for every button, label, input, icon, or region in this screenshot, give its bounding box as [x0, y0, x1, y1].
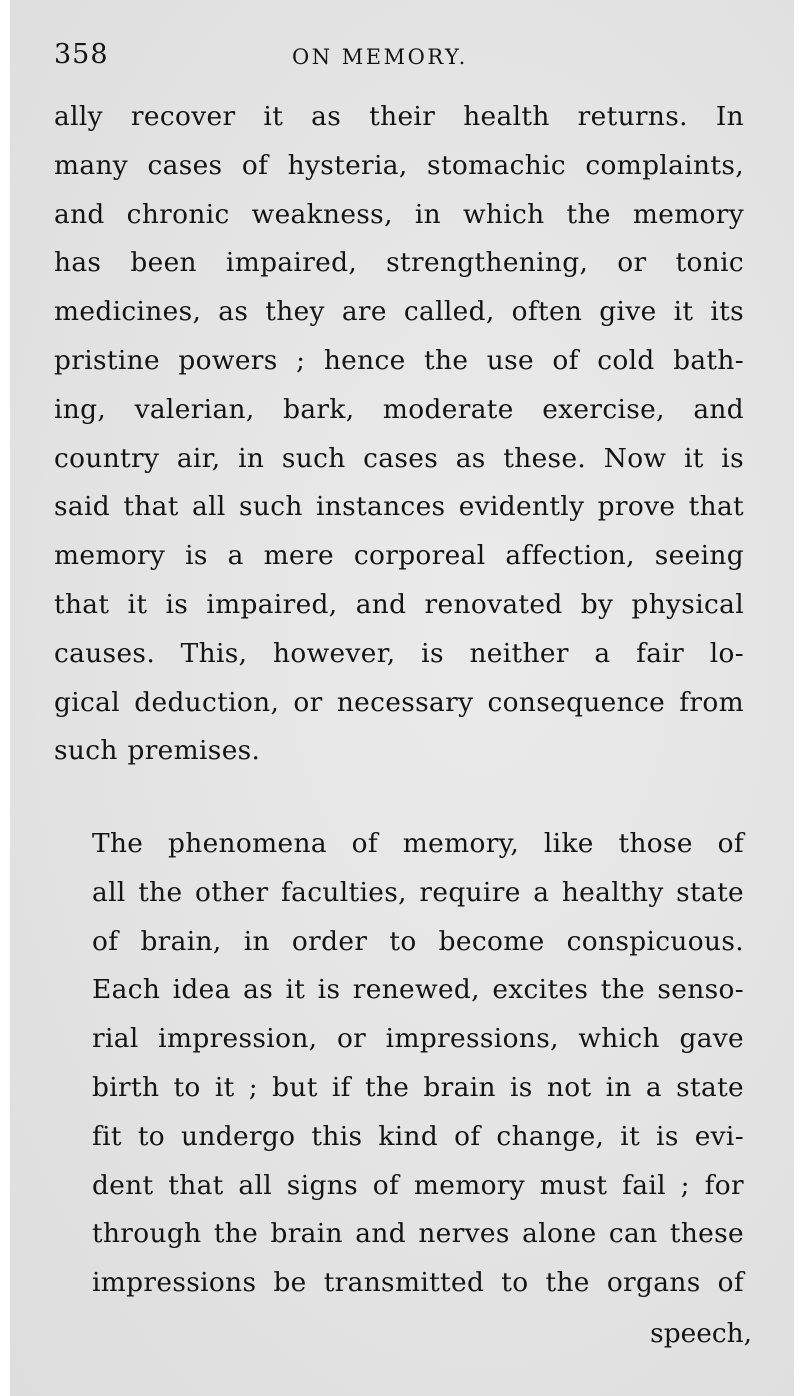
text-line: Each idea as it is renewed, excites the senso-: [92, 974, 744, 1006]
paragraph-2: [54, 820, 744, 1308]
text-line: rial impression, or impressions, which gave: [92, 1023, 744, 1055]
text-line: and chronic weakness, in which the memory: [54, 198, 744, 230]
text-line: such premises.: [54, 735, 261, 767]
running-head: ON MEMORY.: [292, 45, 468, 69]
text-line: has been impaired, strengthening, or tonic: [54, 247, 744, 279]
text-line: dent that all signs of memory must fail ; for: [92, 1169, 744, 1201]
text-line: birth to it ; but if the brain is not in a state: [92, 1071, 744, 1103]
text-line: The phenomena of memory, like those of: [92, 828, 744, 859]
text-line: through the brain and nerves alone can these: [92, 1218, 744, 1250]
text-line: that it is impaired, and renovated by physical: [54, 588, 744, 620]
paragraph-1: [54, 93, 744, 776]
text-line: memory is a mere corporeal affection, seeing: [54, 540, 744, 572]
text-line: fit to undergo this kind of change, it is evi-: [92, 1120, 744, 1152]
text-line: said that all such instances evidently prove that: [54, 491, 744, 523]
text-line: causes. This, however, is neither a fair lo-: [54, 637, 744, 669]
catchword: speech,: [650, 1318, 752, 1349]
text-line: all the other faculties, require a healthy state: [92, 876, 744, 908]
text-line: of brain, in order to become conspicuous.: [92, 925, 744, 957]
text-line: medicines, as they are called, often give it its: [54, 296, 744, 328]
text-line: many cases of hysteria, stomachic complaints,: [54, 149, 744, 181]
text-line: pristine powers ; hence the use of cold bath-: [54, 344, 744, 376]
text-line: country air, in such cases as these. Now it is: [54, 442, 744, 474]
page-number: 358: [54, 39, 109, 70]
text-line: ally recover it as their health returns. In: [54, 101, 744, 132]
text-line: ing, valerian, bark, moderate exercise, and: [54, 393, 744, 425]
text-line: impressions be transmitted to the organs of: [92, 1267, 744, 1299]
book-page: [10, 0, 794, 1396]
text-line: gical deduction, or necessary consequence from: [54, 686, 744, 718]
